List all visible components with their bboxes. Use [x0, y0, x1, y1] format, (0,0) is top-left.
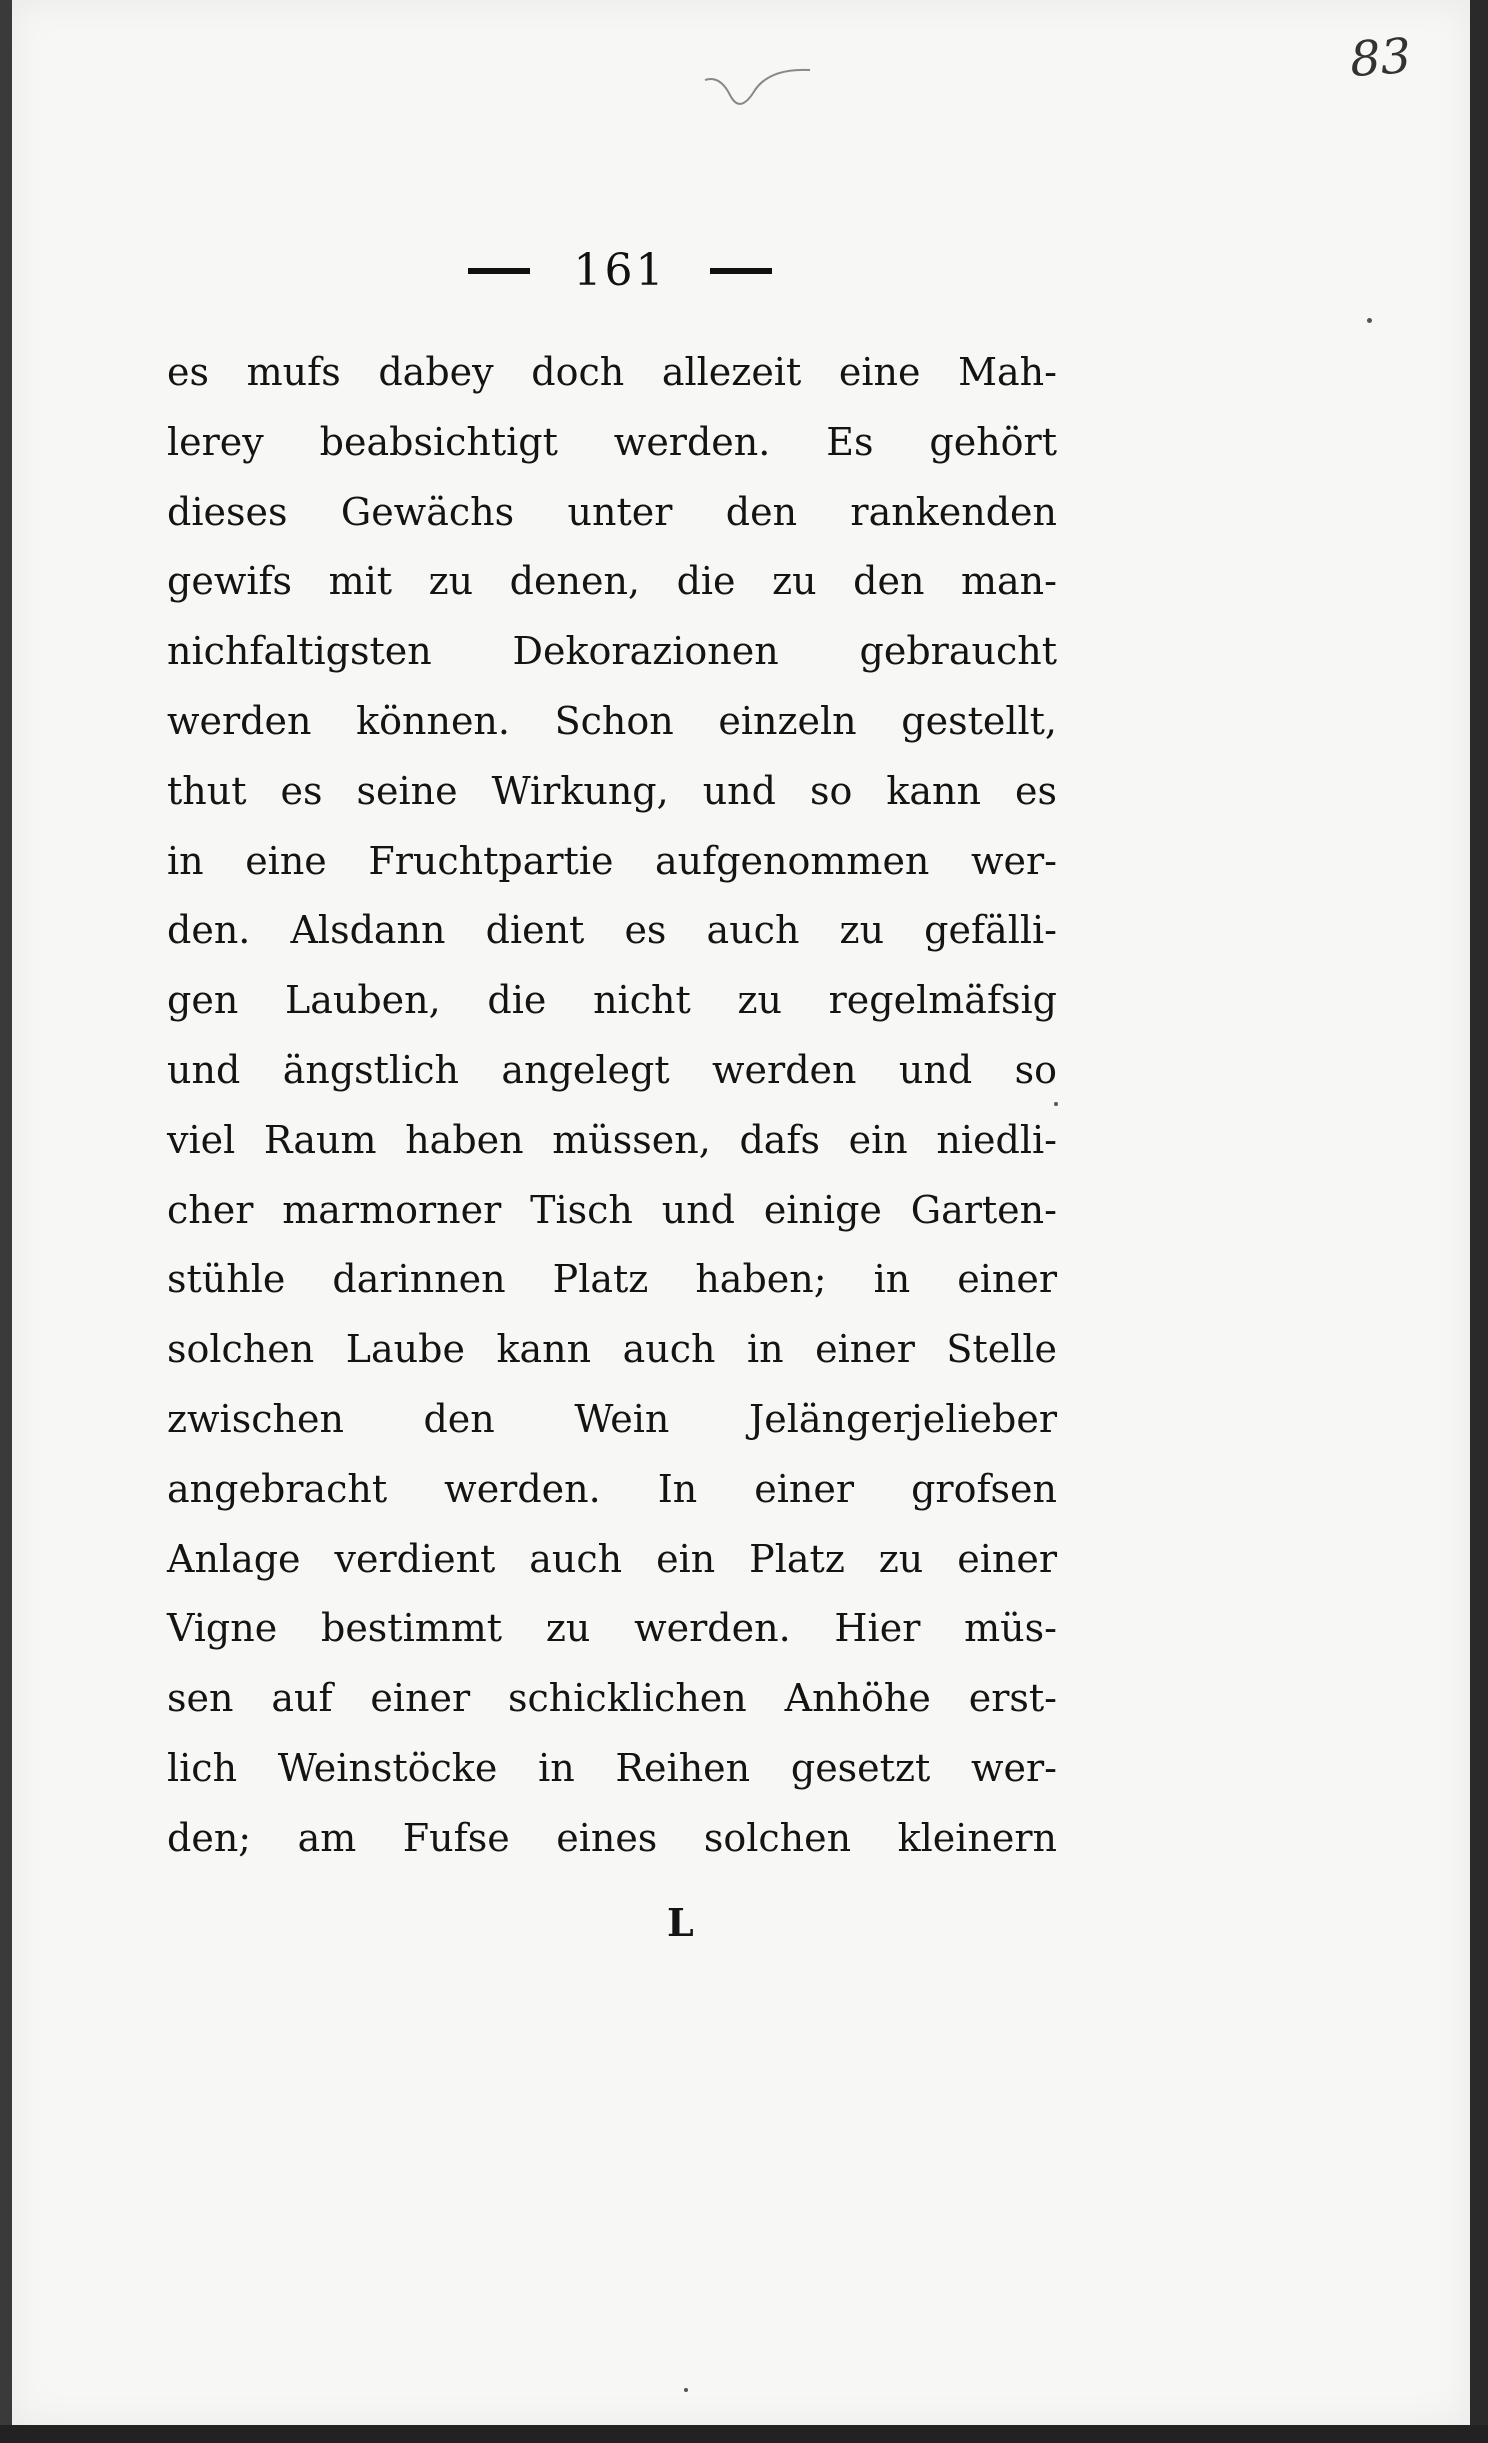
- text-line: stühle darinnen Platz haben; in einer: [167, 1257, 1057, 1302]
- signature-mark: L: [667, 1900, 694, 1945]
- text-line: werden können. Schon einzeln gestellt,: [167, 698, 1057, 743]
- text-line: gen Lauben, die nicht zu regelmäfsig: [167, 978, 1057, 1023]
- text-line: den; am Fufse eines solchen kleinern: [167, 1815, 1057, 1860]
- text-line: lich Weinstöcke in Reihen gesetzt wer-: [167, 1745, 1057, 1790]
- text-line: zwischen den Wein Jelängerjelieber: [167, 1396, 1057, 1441]
- page-bottom-edge: [0, 2425, 1488, 2443]
- text-line: den. Alsdann dient es auch zu gefälli-: [167, 908, 1057, 953]
- text-line: es mufs dabey doch allezeit eine Mah-: [167, 350, 1057, 394]
- ink-speck: [684, 2388, 688, 2392]
- page-left-edge: [0, 0, 12, 2443]
- page-number: 161: [573, 245, 667, 296]
- text-line: angebracht werden. In einer grofsen: [167, 1466, 1057, 1511]
- ink-speck: [1367, 318, 1372, 323]
- text-line: cher marmorner Tisch und einige Garten-: [167, 1187, 1057, 1232]
- text-line: und ängstlich angelegt werden und so: [167, 1047, 1057, 1092]
- text-line: thut es seine Wirkung, und so kann es: [167, 768, 1057, 813]
- body-text: [167, 338, 1057, 1874]
- folio-number: 83: [1348, 27, 1413, 89]
- text-line: solchen Laube kann auch in einer Stelle: [167, 1327, 1057, 1372]
- page-right-edge: [1470, 0, 1488, 2443]
- text-line: gewifs mit zu denen, die zu den man-: [167, 559, 1057, 604]
- text-line: viel Raum haben müssen, dafs ein niedli-: [167, 1117, 1057, 1162]
- text-line: nichfaltigsten Dekorazionen gebraucht: [167, 629, 1057, 674]
- header-dash-right: [710, 268, 772, 274]
- text-line: Vigne bestimmt zu werden. Hier müs-: [167, 1606, 1057, 1651]
- text-line: lerey beabsichtigt werden. Es gehört: [167, 419, 1057, 464]
- text-line: in eine Fruchtpartie aufgenommen wer-: [167, 838, 1057, 883]
- text-line: dieses Gewächs unter den rankenden: [167, 489, 1057, 534]
- pencil-checkmark-icon: [700, 60, 820, 140]
- header-dash-left: [468, 268, 530, 274]
- text-line: Anlage verdient auch ein Platz zu einer: [167, 1536, 1057, 1581]
- text-line: sen auf einer schicklichen Anhöhe erst-: [167, 1676, 1057, 1721]
- running-header: [440, 245, 800, 296]
